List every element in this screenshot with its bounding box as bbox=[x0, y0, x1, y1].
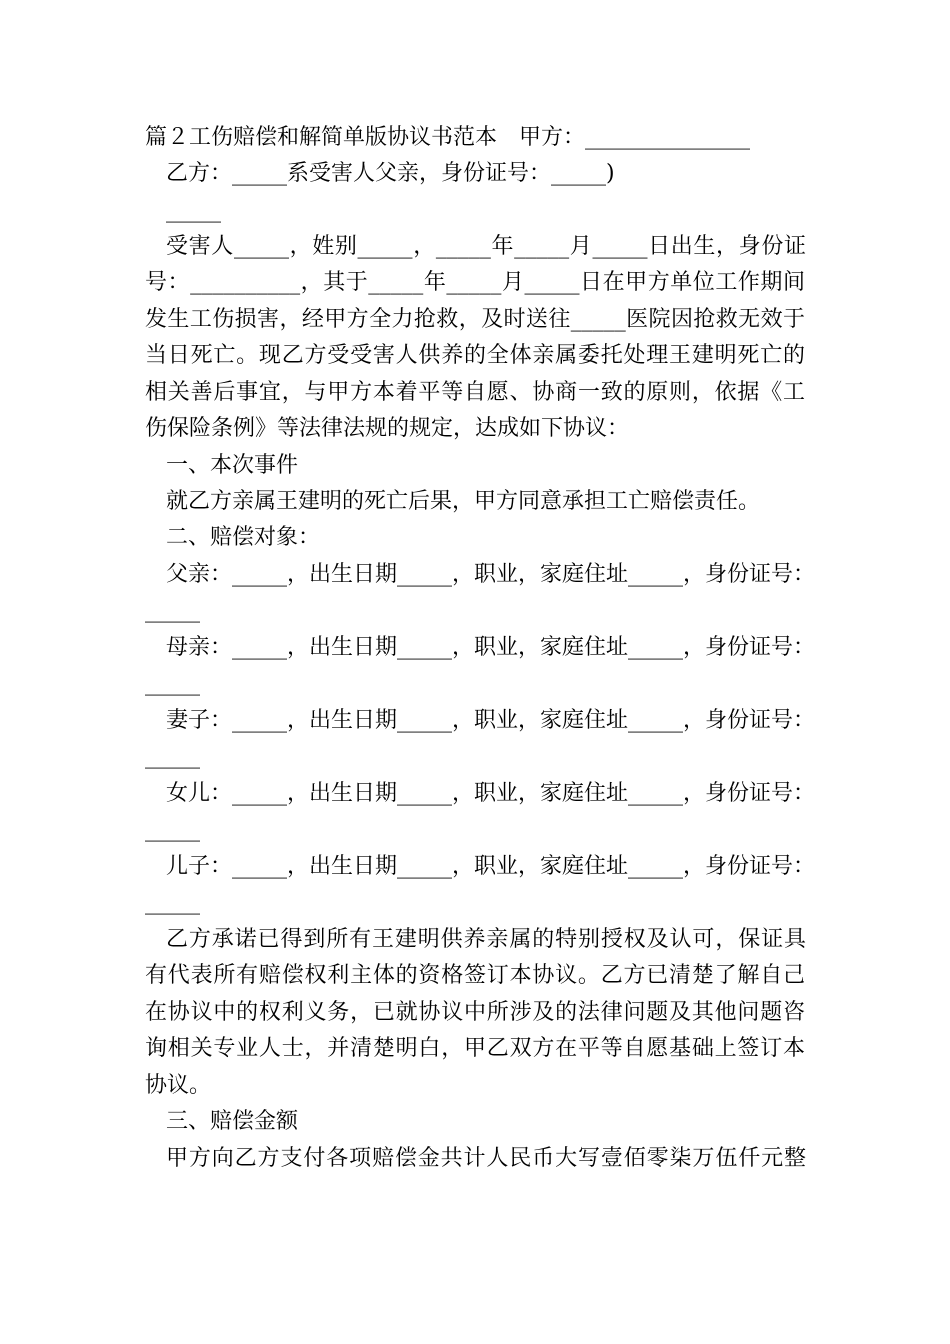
commitment-paragraph-line: 有代表所有赔偿权利主体的资格签订本协议。乙方已清楚了解自己 bbox=[145, 963, 805, 988]
party-b-id-blank: _____ bbox=[166, 198, 221, 223]
victim-paragraph-line: 伤保险条例》等法律法规的规定，达成如下协议： bbox=[145, 416, 630, 441]
beneficiary-blank: _____ bbox=[145, 744, 200, 769]
commitment-paragraph-line: 询相关专业人士，并清楚明白，甲乙双方在平等自愿基础上签订本 bbox=[145, 1036, 805, 1061]
victim-paragraph-line: 相关善后事宜，与甲方本着平等自愿、协商一致的原则，依据《工 bbox=[145, 380, 805, 405]
beneficiary-blank: _____ bbox=[145, 890, 200, 915]
compensation-amount-line: 甲方向乙方支付各项赔偿金共计人民币大写壹佰零柒万伍仟元整 bbox=[166, 1146, 806, 1171]
section-heading-2: 二、赔偿对象： bbox=[166, 525, 321, 550]
beneficiary-blank: _____ bbox=[145, 817, 200, 842]
beneficiary-father: 父亲：_____，出生日期_____，职业，家庭住址_____，身份证号： bbox=[166, 562, 816, 587]
commitment-paragraph-line: 乙方承诺已得到所有王建明供养亲属的特别授权及认可，保证具 bbox=[166, 927, 806, 952]
beneficiary-son: 儿子：_____，出生日期_____，职业，家庭住址_____，身份证号： bbox=[166, 854, 816, 879]
victim-paragraph-line: 受害人_____，姓别_____，_____年_____月_____日出生，身份证 bbox=[166, 234, 806, 259]
victim-paragraph-line: 当日死亡。现乙方受受害人供养的全体亲属委托处理王建明死亡的 bbox=[145, 343, 805, 368]
victim-paragraph-line: 发生工伤损害，经甲方全力抢救，及时送往_____医院因抢救无效于 bbox=[145, 307, 805, 332]
section-1-text: 就乙方亲属王建明的死亡后果，甲方同意承担工亡赔偿责任。 bbox=[166, 489, 761, 514]
section-heading-3: 三、赔偿金额 bbox=[166, 1109, 299, 1134]
section-heading-1: 一、本次事件 bbox=[166, 453, 299, 478]
party-b-line: 乙方：_____系受害人父亲，身份证号：_____) bbox=[166, 161, 615, 186]
commitment-paragraph-line: 协议。 bbox=[145, 1073, 212, 1098]
beneficiary-daughter: 女儿：_____，出生日期_____，职业，家庭住址_____，身份证号： bbox=[166, 781, 816, 806]
beneficiary-blank: _____ bbox=[145, 598, 200, 623]
victim-paragraph-line: 号：__________，其于_____年_____月_____日在甲方单位工作期间 bbox=[145, 270, 805, 295]
beneficiary-mother: 母亲：_____，出生日期_____，职业，家庭住址_____，身份证号： bbox=[166, 635, 816, 660]
commitment-paragraph-line: 在协议中的权利义务，已就协议中所涉及的法律问题及其他问题咨 bbox=[145, 1000, 805, 1025]
beneficiary-blank: _____ bbox=[145, 671, 200, 696]
title-line: 篇２工伤赔偿和解简单版协议书范本 甲方：_______________ bbox=[145, 125, 751, 150]
beneficiary-wife: 妻子：_____，出生日期_____，职业，家庭住址_____，身份证号： bbox=[166, 708, 816, 733]
